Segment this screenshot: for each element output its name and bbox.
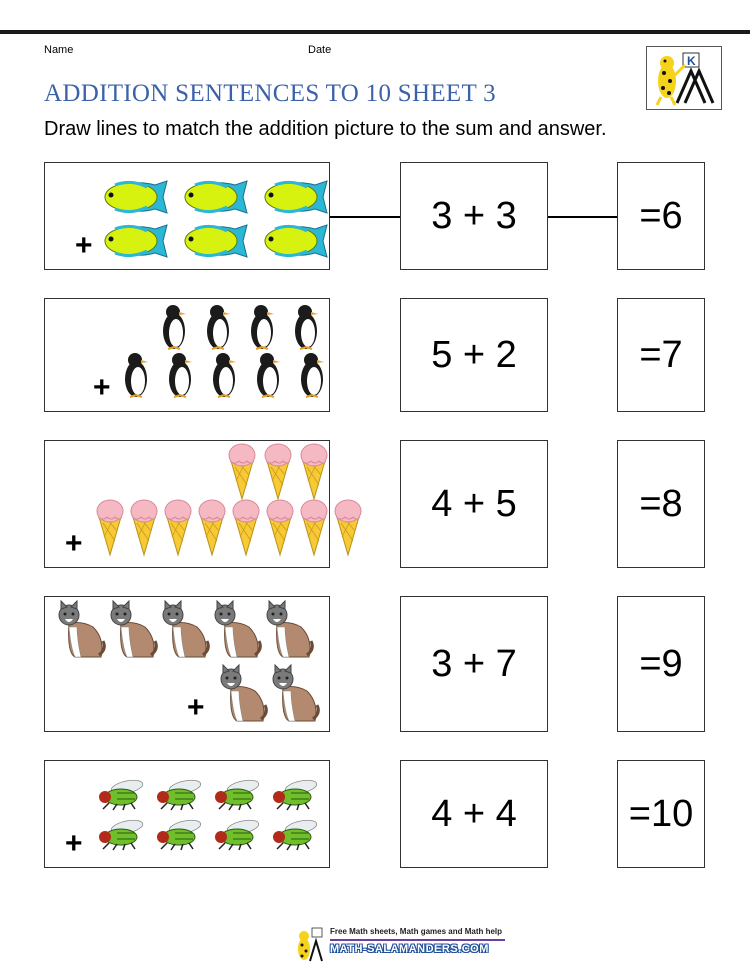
footer-site-link[interactable]: MATH-SALAMANDERS.COM bbox=[330, 943, 489, 955]
penguin-icon bbox=[253, 351, 283, 399]
answer-box-2[interactable] bbox=[617, 298, 705, 412]
fish-icon bbox=[177, 177, 253, 217]
sum-box-1[interactable] bbox=[400, 162, 548, 270]
logo-letter: K bbox=[687, 54, 696, 68]
ice-cream-icon bbox=[333, 497, 363, 557]
fly-icon bbox=[213, 817, 267, 851]
sum-box-3[interactable] bbox=[400, 440, 548, 568]
plus-sign: + bbox=[65, 527, 83, 560]
sum-text: 3 + 7 bbox=[431, 642, 517, 685]
footer bbox=[290, 925, 510, 965]
fish-icon bbox=[257, 177, 333, 217]
answer-text: =7 bbox=[639, 333, 683, 376]
cat-icon bbox=[107, 599, 159, 659]
cat-icon bbox=[263, 599, 315, 659]
sum-text: 4 + 5 bbox=[431, 482, 517, 525]
cat-icon bbox=[217, 663, 269, 723]
footer-logo-icon bbox=[290, 925, 324, 963]
answer-text: =10 bbox=[628, 792, 694, 835]
penguin-icon bbox=[247, 303, 277, 351]
picture-box-5[interactable] bbox=[44, 760, 330, 868]
cat-icon bbox=[269, 663, 321, 723]
picture-box-3[interactable] bbox=[44, 440, 330, 568]
sum-text: 5 + 2 bbox=[431, 333, 517, 376]
plus-sign: + bbox=[187, 691, 205, 724]
ice-cream-icon bbox=[299, 441, 329, 501]
fly-icon bbox=[271, 777, 325, 811]
top-rule bbox=[0, 30, 750, 34]
sum-text: 4 + 4 bbox=[431, 792, 517, 835]
answer-box-3[interactable] bbox=[617, 440, 705, 568]
instructions: Draw lines to match the addition picture to the sum and answer. bbox=[44, 118, 607, 140]
sum-box-5[interactable] bbox=[400, 760, 548, 868]
penguin-icon bbox=[291, 303, 321, 351]
ice-cream-icon bbox=[129, 497, 159, 557]
cat-icon bbox=[55, 599, 107, 659]
picture-box-4[interactable] bbox=[44, 596, 330, 732]
sum-to-answer-line bbox=[548, 216, 617, 218]
fly-icon bbox=[97, 817, 151, 851]
penguin-icon bbox=[121, 351, 151, 399]
answer-box-4[interactable] bbox=[617, 596, 705, 732]
picture-box-2[interactable] bbox=[44, 298, 330, 412]
ice-cream-icon bbox=[163, 497, 193, 557]
footer-rule bbox=[330, 939, 505, 941]
penguin-icon bbox=[159, 303, 189, 351]
sum-box-4[interactable] bbox=[400, 596, 548, 732]
ice-cream-icon bbox=[95, 497, 125, 557]
answer-text: =8 bbox=[639, 482, 683, 525]
ice-cream-icon bbox=[227, 441, 257, 501]
salamander-logo bbox=[646, 46, 722, 110]
answer-text: =6 bbox=[639, 194, 683, 237]
fly-icon bbox=[213, 777, 267, 811]
answer-box-1[interactable] bbox=[617, 162, 705, 270]
name-label: Name bbox=[44, 44, 74, 56]
plus-sign: + bbox=[75, 229, 93, 262]
cat-icon bbox=[211, 599, 263, 659]
fish-icon bbox=[257, 221, 333, 261]
fly-icon bbox=[271, 817, 325, 851]
ice-cream-icon bbox=[265, 497, 295, 557]
ice-cream-icon bbox=[299, 497, 329, 557]
answer-text: =9 bbox=[639, 642, 683, 685]
penguin-icon bbox=[165, 351, 195, 399]
penguin-icon bbox=[209, 351, 239, 399]
ice-cream-icon bbox=[197, 497, 227, 557]
answer-box-5[interactable] bbox=[617, 760, 705, 868]
footer-tagline: Free Math sheets, Math games and Math help bbox=[330, 927, 503, 936]
date-label: Date bbox=[308, 44, 332, 56]
picture-to-sum-line bbox=[330, 216, 400, 218]
fly-icon bbox=[97, 777, 151, 811]
picture-box-1[interactable] bbox=[44, 162, 330, 270]
ice-cream-icon bbox=[231, 497, 261, 557]
plus-sign: + bbox=[65, 827, 83, 860]
fly-icon bbox=[155, 777, 209, 811]
fish-icon bbox=[177, 221, 253, 261]
page-title: ADDITION SENTENCES TO 10 SHEET 3 bbox=[44, 80, 496, 107]
sum-box-2[interactable] bbox=[400, 298, 548, 412]
sum-text: 3 + 3 bbox=[431, 194, 517, 237]
fish-icon bbox=[97, 221, 173, 261]
fish-icon bbox=[97, 177, 173, 217]
fly-icon bbox=[155, 817, 209, 851]
penguin-icon bbox=[203, 303, 233, 351]
plus-sign: + bbox=[93, 371, 111, 404]
ice-cream-icon bbox=[263, 441, 293, 501]
cat-icon bbox=[159, 599, 211, 659]
penguin-icon bbox=[297, 351, 327, 399]
